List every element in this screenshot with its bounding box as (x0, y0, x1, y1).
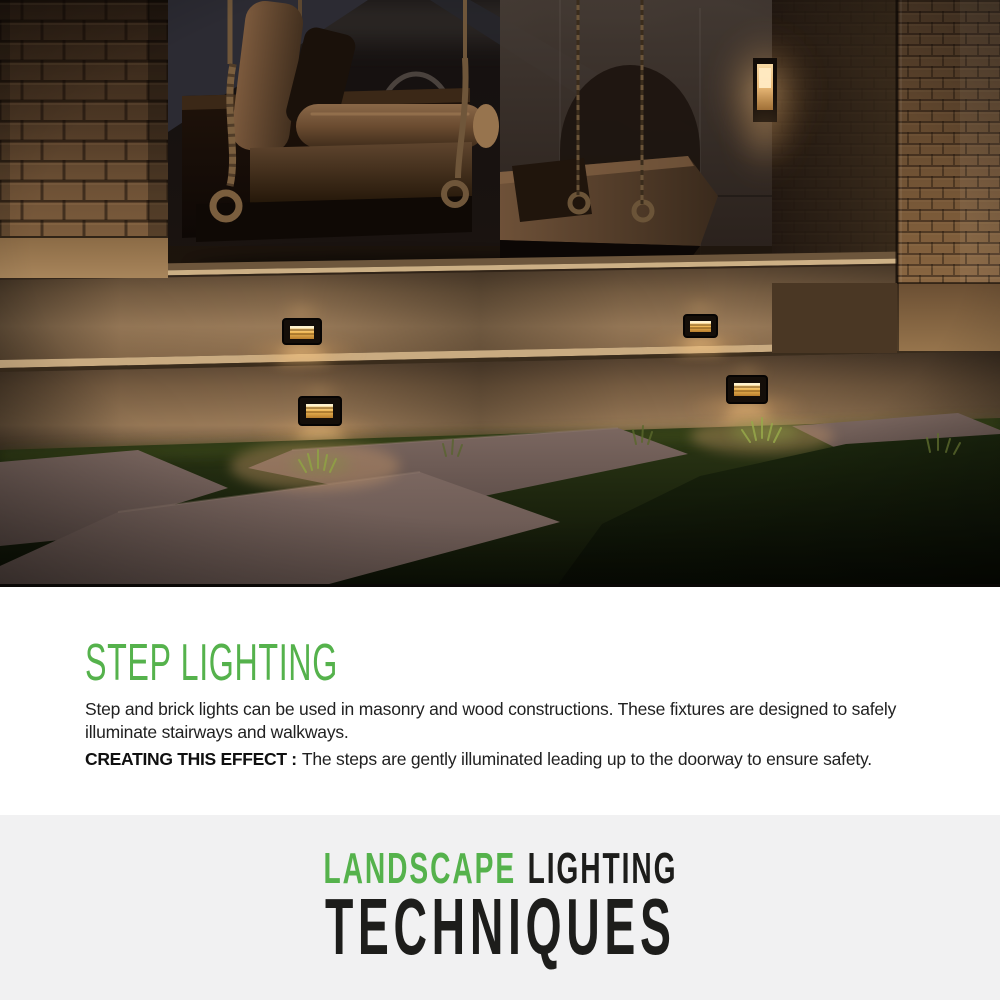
footer-brand-lighting: LIGHTING (527, 844, 677, 893)
footer-title-row (0, 882, 1000, 971)
effect-label: CREATING THIS EFFECT : (85, 749, 297, 769)
footer (0, 815, 1000, 1000)
article-body: Step and brick lights can be used in masonry and wood constructions. These fixtures are designed to safely illuminate stairways and walkways. (85, 699, 897, 742)
article-effect-line (85, 748, 970, 771)
article-section (0, 587, 1000, 815)
effect-text: The steps are gently illuminated leading up to the doorway to ensure safety. (301, 749, 872, 769)
footer-title: TECHNIQUES (324, 882, 676, 971)
photo-bottom-edge (0, 584, 1000, 587)
article-title-row (85, 587, 970, 692)
article-title: STEP LIGHTING (85, 634, 338, 692)
footer-brand-line (0, 815, 1000, 891)
footer-brand-landscape: LANDSCAPE (323, 844, 516, 893)
